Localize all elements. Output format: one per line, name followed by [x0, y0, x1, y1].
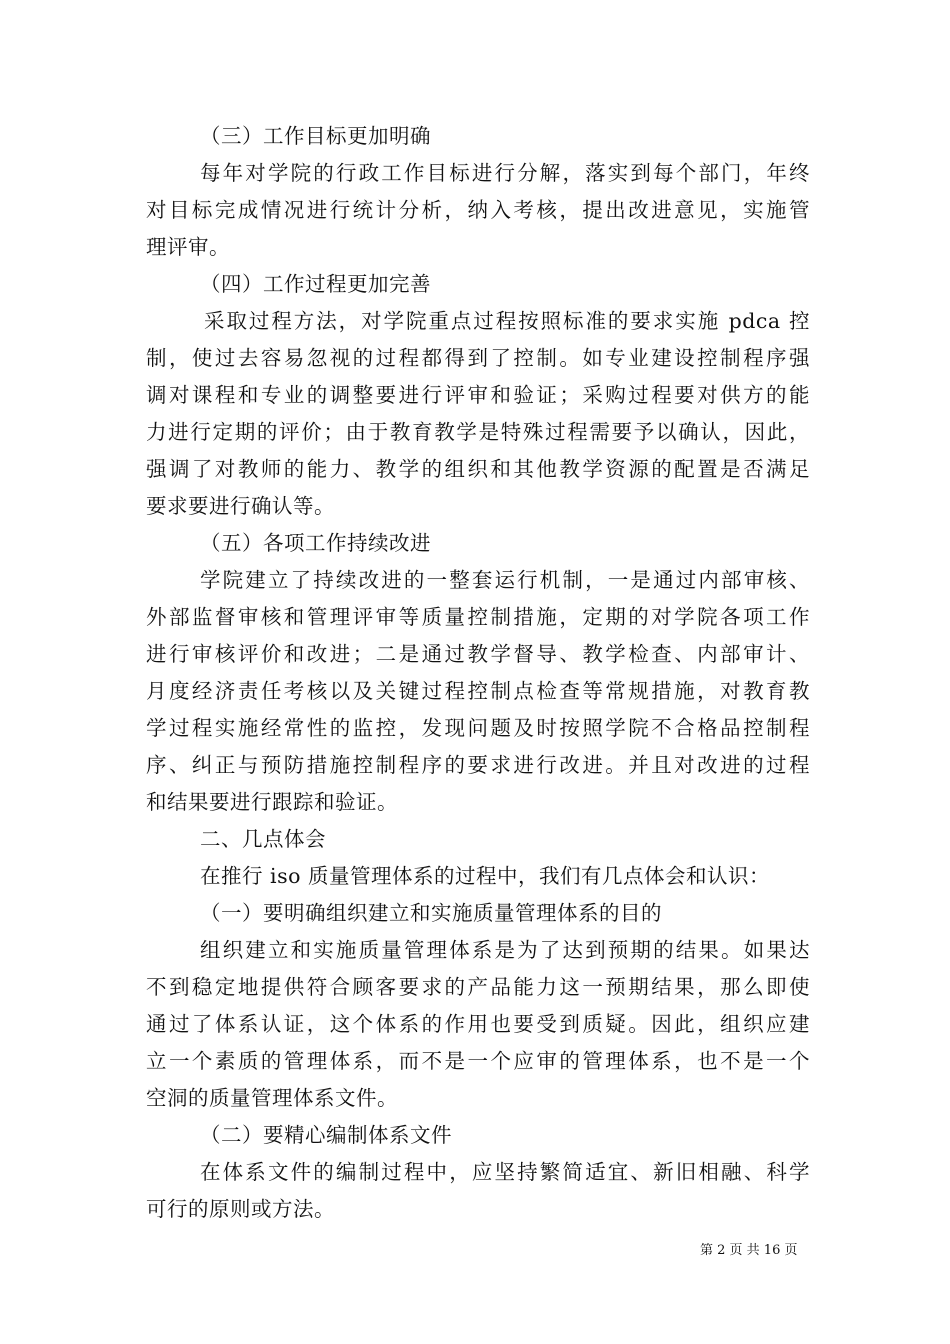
paragraph-line: 每年对学院的行政工作目标进行分解，落实到每个部门，年终: [200, 161, 810, 185]
paragraph-line: 理评审。: [146, 235, 230, 259]
heading-subsection-one: （一）要明确组织建立和实施质量管理体系的目的: [200, 901, 662, 925]
paragraph-line: 采取过程方法，对学院重点过程按照标准的要求实施 pdca 控: [204, 309, 810, 333]
paragraph-line: 通过了体系认证，这个体系的作用也要受到质疑。因此，组织应建: [146, 1012, 810, 1036]
paragraph-line: 学院建立了持续改进的一整套运行机制，一是通过内部审核、: [200, 568, 810, 592]
paragraph-line: 调对课程和专业的调整要进行评审和验证；采购过程要对供方的能: [146, 383, 810, 407]
paragraph-line: 要求要进行确认等。: [146, 494, 335, 518]
heading-subsection-two: （二）要精心编制体系文件: [200, 1123, 452, 1147]
paragraph-line: 立一个素质的管理体系，而不是一个应审的管理体系，也不是一个: [146, 1049, 810, 1073]
paragraph-line: 力进行定期的评价；由于教育教学是特殊过程需要予以确认，因此，: [146, 420, 810, 444]
paragraph-line: 组织建立和实施质量管理体系是为了达到预期的结果。如果达: [200, 938, 810, 962]
page-number-footer: 第 2 页 共 16 页: [700, 1243, 798, 1258]
heading-section-four: （四）工作过程更加完善: [200, 272, 431, 296]
paragraph-line: 进行审核评价和改进；二是通过教学督导、教学检查、内部审计、: [146, 642, 810, 666]
paragraph-line: 月度经济责任考核以及关键过程控制点检查等常规措施，对教育教: [146, 679, 810, 703]
heading-part-two: 二、几点体会: [200, 827, 326, 851]
paragraph-line: 对目标完成情况进行统计分析，纳入考核，提出改进意见，实施管: [146, 198, 810, 222]
paragraph-line: 强调了对教师的能力、教学的组织和其他教学资源的配置是否满足: [146, 457, 810, 481]
paragraph-line: 和结果要进行跟踪和验证。: [146, 790, 398, 814]
paragraph-line: 空洞的质量管理体系文件。: [146, 1086, 398, 1110]
heading-section-three: （三）工作目标更加明确: [200, 124, 431, 148]
paragraph-line: 序、纠正与预防措施控制程序的要求进行改进。并且对改进的过程: [146, 753, 810, 777]
heading-section-five: （五）各项工作持续改进: [200, 531, 431, 555]
paragraph-line: 外部监督审核和管理评审等质量控制措施，定期的对学院各项工作: [146, 605, 810, 629]
paragraph-line: 在推行 iso 质量管理体系的过程中，我们有几点体会和认识：: [200, 864, 770, 888]
paragraph-line: 可行的原则或方法。: [146, 1197, 335, 1221]
paragraph-line: 在体系文件的编制过程中，应坚持繁简适宜、新旧相融、科学: [200, 1160, 810, 1184]
paragraph-line: 学过程实施经常性的监控，发现问题及时按照学院不合格品控制程: [146, 716, 810, 740]
paragraph-line: 制，使过去容易忽视的过程都得到了控制。如专业建设控制程序强: [146, 346, 810, 370]
paragraph-line: 不到稳定地提供符合顾客要求的产品能力这一预期结果，那么即使: [146, 975, 810, 999]
